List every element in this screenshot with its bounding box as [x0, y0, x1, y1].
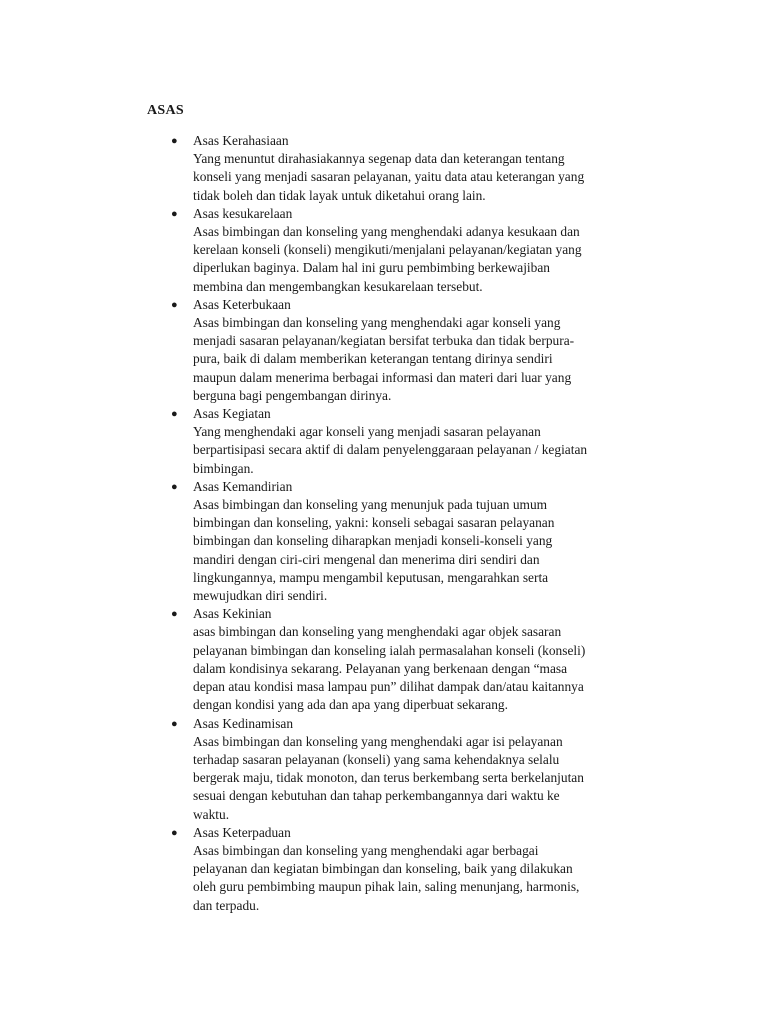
bullet-icon: ● [171, 408, 178, 421]
bullet-icon: ● [171, 135, 178, 147]
list-item [171, 478, 663, 605]
list-item [171, 605, 663, 714]
bullet-icon: ● [171, 717, 178, 730]
bullet-icon: ● [171, 480, 178, 493]
item-description: Yang menghendaki agar konseli yang menjadi sasaran pelayanan berpartisipasi secara aktif di dalam penyelenggaraan pelayanan / kegiatan bimbingan. [193, 424, 588, 476]
item-title: Asas Keterbukaan [193, 296, 291, 312]
item-description: asas bimbingan dan konseling yang menghendaki agar objek sasaran pelayanan bimbingan dan konseling ialah permasalahan konseli (konseli) dalam kondisinya sekarang. Pelayanan yang berkenaan dengan “masa depan atau kondisi masa lampau pun” dilihat dampak dan/atau kaitannya dengan kondisi yang ada dan apa yang diperbuat sekarang. [193, 624, 586, 713]
bullet-icon: ● [171, 826, 178, 839]
list-item [171, 405, 663, 478]
list-item [171, 715, 663, 824]
item-description: Asas bimbingan dan konseling yang menghendaki agar isi pelayanan terhadap sasaran pelayanan (konseli) yang sama kehendaknya selalu bergerak maju, tidak monoton, dan terus berkembang serta berkelanjutan sesuai dengan kebutuhan dan tahap perkembangannya dari waktu ke waktu. [193, 733, 584, 822]
item-description: Yang menuntut dirahasiakannya segenap data dan keterangan tentang konseli yang menjadi sasaran pelayanan, yaitu data atau keterangan yang tidak boleh dan tidak layak untuk diketahui orang lain. [193, 151, 585, 203]
item-description: Asas bimbingan dan konseling yang menghendaki adanya kesukaan dan kerelaan konseli (konseli) mengikuti/menjalani pelayanan/kegiatan yang diperlukan baginya. Dalam hal ini guru pembimbing berkewajiban membina dan mengembangkan kesukarelaan tersebut. [193, 224, 582, 294]
list-item [171, 824, 663, 915]
item-description: Asas bimbingan dan konseling yang menghendaki agar konseli yang menjadi sasaran pelayanan/kegiatan bersifat terbuka dan tidak berpura- pura, baik di dalam memberikan keterangan tentang dirinya sendiri maupun dalam menerima berbagai informasi dan materi dari luar yang berguna bagi pengembangan dirinya. [193, 315, 575, 403]
list-item [171, 205, 663, 296]
bullet-icon: ● [171, 608, 178, 621]
item-title: Asas kesukarelaan [193, 205, 293, 221]
item-title: Asas Keterpaduan [193, 824, 291, 840]
item-title: Asas Kekinian [193, 606, 272, 622]
bullet-icon: ● [171, 298, 178, 311]
bullet-icon: ● [171, 207, 178, 220]
item-title: Asas Kerahasiaan [193, 133, 289, 148]
item-title: Asas Kedinamisan [193, 715, 294, 731]
item-title: Asas Kegiatan [193, 406, 271, 422]
list-item [171, 132, 663, 205]
item-title: Asas Kemandirian [193, 478, 293, 494]
list-item [171, 296, 663, 405]
document-title: ASAS [147, 103, 184, 118]
item-description: Asas bimbingan dan konseling yang menghendaki agar berbagai pelayanan dan kegiatan bimbingan dan konseling, baik yang dilakukan oleh guru pembimbing maupun pihak lain, saling menunjang, harmonis, dan terpadu. [193, 842, 580, 913]
asas-list [171, 132, 663, 915]
item-description: Asas bimbingan dan konseling yang menunjuk pada tujuan umum bimbingan dan konseling, yakni: konseli sebagai sasaran pelayanan bimbingan dan konseling diharapkan menjadi konseli-konseli yang mandiri dengan ciri-ciri mengenal dan menerima diri sendiri dan lingkungannya, mampu mengambil keputusan, mengarahkan serta mewujudkan diri sendiri. [193, 497, 555, 604]
